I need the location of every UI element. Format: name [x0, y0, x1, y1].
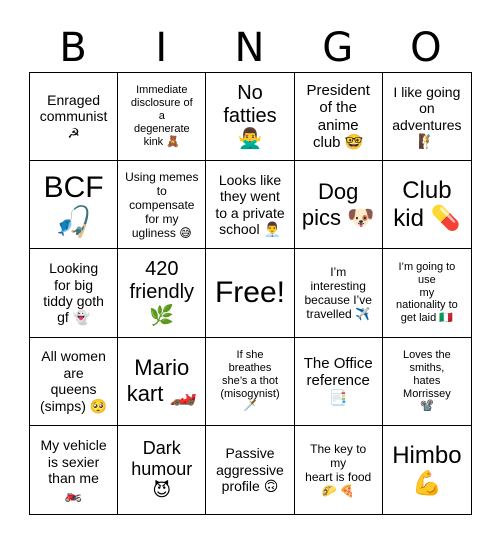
- bingo-cell[interactable]: [30, 73, 118, 161]
- bingo-cell[interactable]: [206, 249, 294, 337]
- bingo-cell[interactable]: [383, 73, 471, 161]
- cell-text: The key to my heart is food 🌮 🍕: [305, 441, 372, 498]
- cell-text: My vehicle is sexier than me 🏍️: [40, 437, 107, 503]
- bingo-cell[interactable]: [383, 338, 471, 426]
- bingo-cell[interactable]: [295, 426, 383, 514]
- bingo-cell[interactable]: [30, 249, 118, 337]
- cell-text: Himbo 💪: [392, 441, 462, 497]
- cell-text: BCF 🎣: [43, 170, 104, 239]
- bingo-cell[interactable]: [118, 338, 206, 426]
- cell-text: Dark humour 😈: [131, 438, 193, 501]
- cell-text: I’m going to use my nationality to get laid 🇮🇹: [396, 260, 458, 325]
- bingo-cell[interactable]: [295, 338, 383, 426]
- cell-text: Looking for big tiddy goth gf 👻: [43, 260, 104, 326]
- header-letter-g: G: [322, 25, 354, 71]
- cell-text: Enraged communist ☭: [39, 92, 108, 141]
- cell-text: President of the anime club 🤓: [306, 81, 370, 152]
- bingo-cell[interactable]: [30, 338, 118, 426]
- cell-text: Loves the smiths, hates Morrissey 📽️: [403, 349, 451, 413]
- header-letter-o: O: [410, 25, 442, 71]
- bingo-header: [29, 26, 470, 70]
- bingo-cell[interactable]: [118, 161, 206, 249]
- bingo-grid: [29, 72, 472, 515]
- header-letter-b: B: [59, 25, 87, 71]
- cell-text: Passive aggressive profile 🙃: [216, 445, 284, 495]
- bingo-cell[interactable]: [383, 426, 471, 514]
- header-letter-i: I: [155, 25, 168, 71]
- bingo-cell[interactable]: [206, 73, 294, 161]
- cell-text: All women are queens (simps) 🥺: [39, 348, 108, 414]
- bingo-cell[interactable]: [206, 338, 294, 426]
- bingo-cell[interactable]: [118, 73, 206, 161]
- cell-text: Mario kart 🏎️: [126, 355, 197, 407]
- header-letter-n: N: [234, 25, 265, 71]
- cell-text: I’m interesting because I’ve travelled ✈️: [304, 264, 372, 322]
- bingo-cell[interactable]: [30, 161, 118, 249]
- cell-text: The Office reference 📑: [303, 354, 373, 407]
- cell-text: If she breathes she’s a thot (misogynist) 🗡️: [220, 349, 280, 413]
- bingo-cell[interactable]: [295, 249, 383, 337]
- cell-text: 420 friendly 🌿: [129, 257, 195, 327]
- bingo-cell[interactable]: [295, 73, 383, 161]
- cell-text: I like going on adventures 🧗: [392, 83, 462, 149]
- cell-text: Club kid 💊: [393, 176, 461, 232]
- bingo-cell[interactable]: [118, 249, 206, 337]
- cell-text: Looks like they went to a private school 👨‍💼: [215, 172, 285, 238]
- bingo-cell[interactable]: [30, 426, 118, 514]
- cell-text: Dog pics 🐶: [301, 179, 375, 230]
- cell-text: No fatties 🙅‍♂️: [223, 81, 277, 151]
- free-space: Free!: [214, 276, 285, 310]
- cell-text: Immediate disclosure of a degenerate kink 🧸: [130, 84, 193, 148]
- bingo-cell[interactable]: [383, 249, 471, 337]
- cell-text: Using memes to compensate for my ugliness 😅: [125, 169, 199, 240]
- bingo-cell[interactable]: [118, 426, 206, 514]
- bingo-cell[interactable]: [206, 161, 294, 249]
- bingo-cell[interactable]: [383, 161, 471, 249]
- bingo-cell[interactable]: [206, 426, 294, 514]
- bingo-cell[interactable]: [295, 161, 383, 249]
